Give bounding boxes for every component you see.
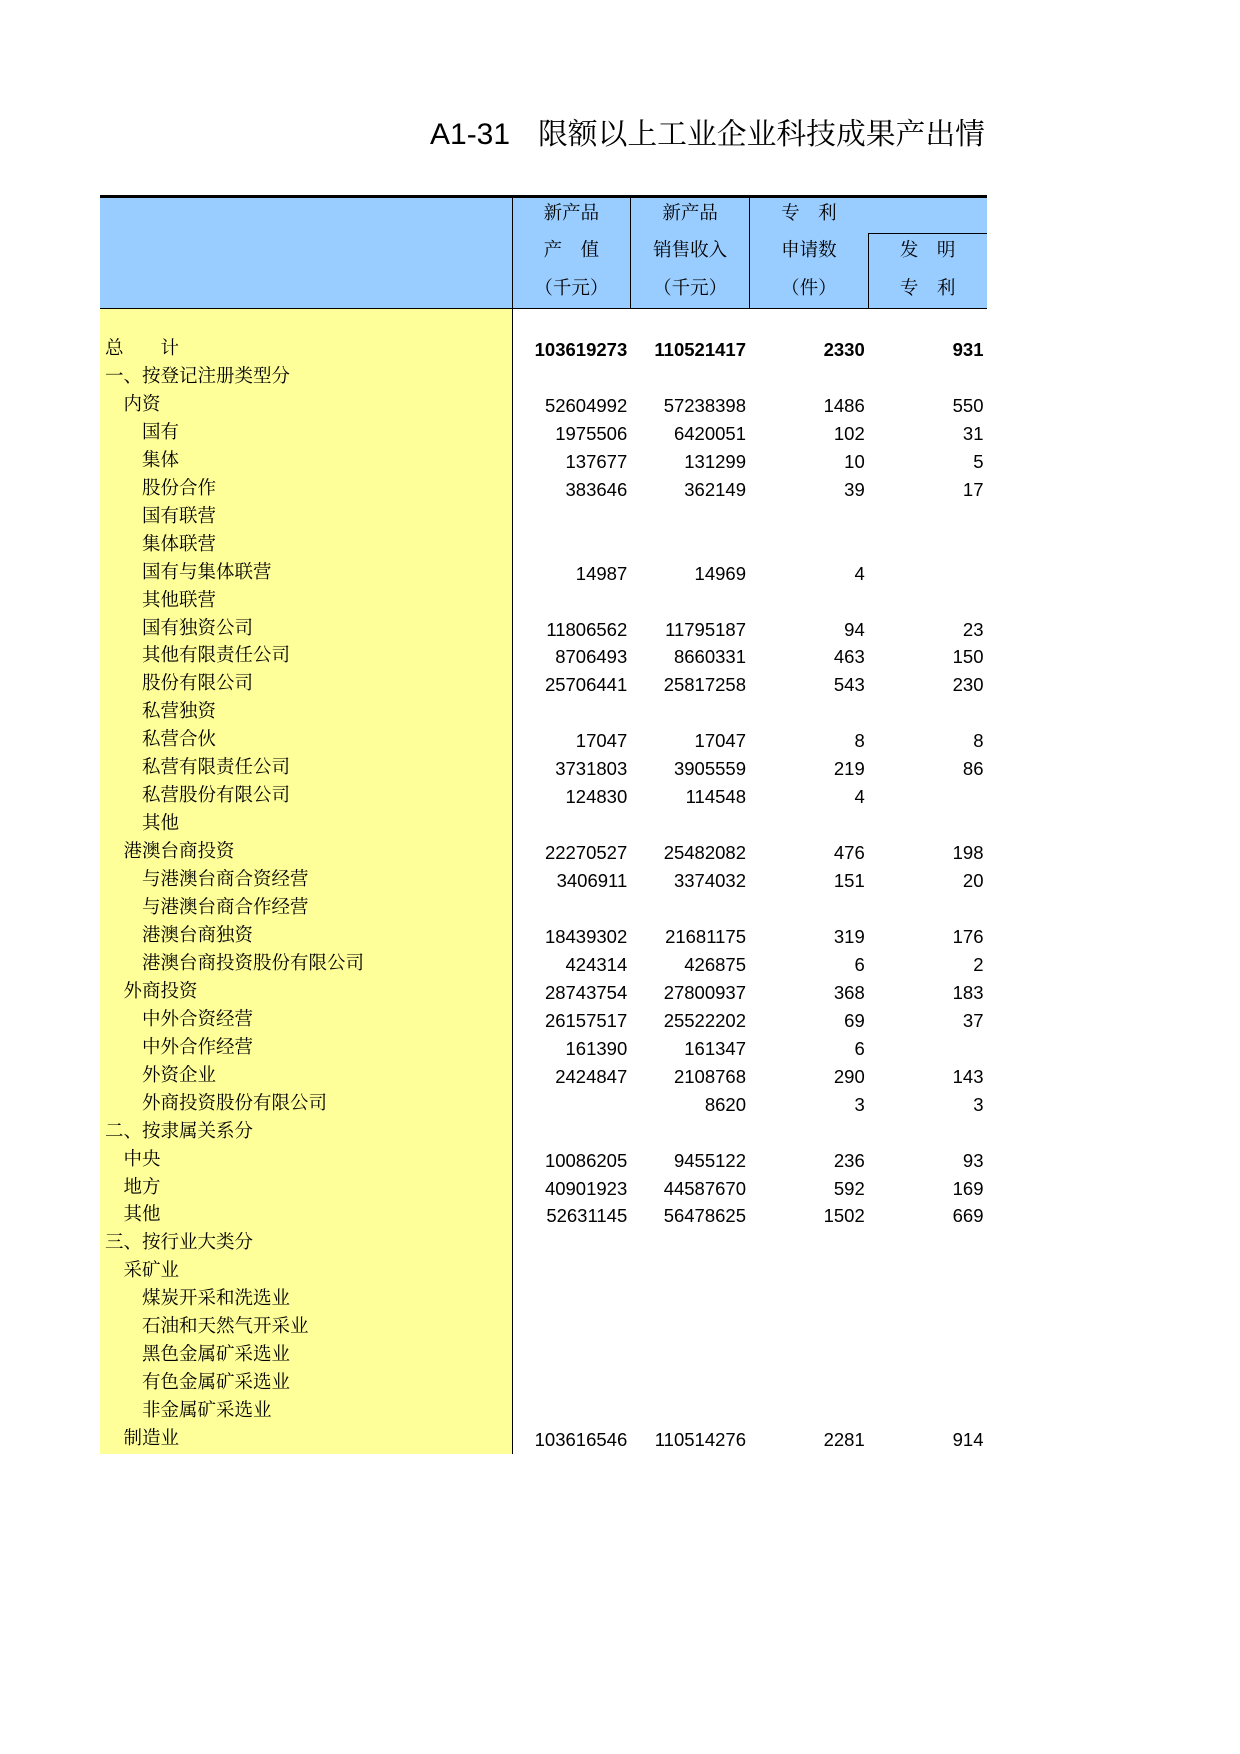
row-label: 与港澳台商合资经营 [142,870,309,891]
row-label: 港澳台商投资 [123,842,235,863]
table-body [100,196,987,1454]
row-label: 私营股份有限公司 [142,786,291,807]
cell-new-product-output: 124830 [565,786,628,808]
cell-patent-applications: 2281 [823,1429,865,1451]
cell-patent-applications: 69 [844,1009,865,1031]
table-row [100,1258,987,1286]
row-label: 黑色金属矿采选业 [142,1345,291,1366]
header-new-product-output-line1: 新产品 [543,204,600,224]
table-row [100,1063,987,1091]
cell-new-product-output: 17047 [575,730,628,752]
cell-invention-patents: 17 [962,478,984,500]
cell-patent-applications: 1486 [823,394,865,416]
cell-new-product-output: 26157517 [544,1009,628,1031]
table-row [100,1398,987,1426]
row-label: 外商投资 [123,981,198,1002]
cell-invention-patents: 150 [952,646,984,668]
row-label: 私营合伙 [142,730,217,751]
table-row [100,1370,987,1398]
cell-patent-applications: 463 [833,646,865,668]
cell-invention-patents: 931 [952,339,984,360]
cell-invention-patents: 37 [962,1009,984,1031]
cell-patent-applications: 4 [854,562,865,584]
cell-new-product-output: 22270527 [544,842,628,864]
header-column-divider [868,233,869,308]
cell-new-product-output: 8706493 [555,646,628,668]
cell-patent-applications: 102 [833,422,865,444]
cell-patent-applications: 1502 [823,1205,865,1227]
title-block [430,114,988,156]
row-label: 国有 [142,422,180,443]
cell-new-product-output: 161390 [565,1037,628,1059]
table-row [100,979,987,1007]
table-row [100,839,987,867]
cell-new-product-output: 18439302 [544,925,628,947]
row-label: 国有联营 [142,506,217,527]
cell-invention-patents: 5 [973,450,984,472]
total-row [100,336,987,364]
cell-new-product-output: 2424847 [555,1065,628,1087]
cell-new-product-output: 28743754 [544,981,628,1003]
statistics-table [100,196,987,1454]
cell-new-product-output: 25706441 [544,674,628,696]
table-row [100,1147,987,1175]
table-row [100,1202,987,1230]
header-column-divider [749,196,750,308]
header-invention-patent-line2: 专 利 [899,278,956,299]
cell-patent-applications: 151 [833,870,865,892]
cell-new-product-output: 1975506 [555,422,628,444]
cell-new-product-sales: 56478625 [663,1205,746,1227]
cell-patent-applications: 319 [833,925,865,947]
table-row [100,1175,987,1203]
cell-patent-applications: 4 [854,786,865,808]
cell-patent-applications: 6 [854,953,865,975]
cell-new-product-sales: 17047 [694,730,746,752]
table-row [100,699,987,727]
cell-invention-patents: 230 [952,674,984,696]
cell-invention-patents: 23 [962,618,984,640]
table-row [100,1426,987,1454]
header-patent-applications-unit: （件） [781,278,837,299]
page-title: 限额以上工业企业科技成果产出情 [538,118,985,151]
cell-new-product-sales: 25522202 [663,1009,746,1031]
table-row [100,951,987,979]
header-new-product-output-line2: 产 值 [543,241,600,262]
table-row [100,560,987,588]
cell-new-product-output: 40901923 [544,1177,628,1199]
table-row [100,504,987,532]
cell-patent-applications: 39 [844,478,865,500]
cell-new-product-output: 103616546 [534,1429,628,1451]
cell-patent-applications: 3 [854,1093,865,1115]
cell-new-product-sales: 9455122 [673,1149,746,1171]
cell-invention-patents: 20 [962,870,984,892]
table-row [100,867,987,895]
header-bottom-border [100,308,987,310]
cell-invention-patents: 93 [962,1149,984,1171]
table-row [100,1314,987,1342]
row-label: 二、按隶属关系分 [105,1121,254,1142]
cell-patent-applications: 94 [844,618,865,640]
table-row [100,1119,987,1147]
row-label: 外商投资股份有限公司 [142,1093,328,1114]
cell-invention-patents: 3 [973,1093,984,1115]
table-row [100,727,987,755]
cell-patent-applications: 10 [844,450,865,472]
cell-invention-patents: 198 [952,842,984,864]
cell-invention-patents: 183 [952,981,984,1003]
cell-new-product-sales: 44587670 [663,1177,746,1199]
cell-new-product-sales: 110514276 [654,1429,746,1451]
row-label: 内资 [123,394,161,415]
table-row [100,783,987,811]
table-row [100,392,987,420]
table-row [100,476,987,504]
cell-new-product-output: 11806562 [546,618,628,640]
row-label: 一、按登记注册类型分 [105,366,291,387]
cell-invention-patents: 143 [952,1065,984,1087]
cell-invention-patents: 176 [952,925,984,947]
header-subgroup-divider [868,233,987,234]
cell-invention-patents: 550 [952,394,984,416]
cell-new-product-output: 137677 [565,450,628,472]
table-top-border [100,195,987,198]
table-row [100,1091,987,1119]
cell-invention-patents: 669 [952,1205,984,1227]
table-row [100,420,987,448]
cell-new-product-sales: 8660331 [673,646,746,668]
row-label: 其他 [142,814,180,835]
cell-patent-applications: 290 [833,1065,865,1087]
cell-new-product-output: 52604992 [544,394,628,416]
row-label: 其他联营 [142,590,217,611]
header-new-product-output-unit: （千元） [534,278,609,299]
row-label: 国有与集体联营 [142,562,272,583]
cell-invention-patents: 914 [952,1429,984,1451]
header-patent-applications-line2: 申请数 [781,241,837,262]
header-new-product-sales-line1: 新产品 [662,204,718,224]
header-new-product-sales-unit: （千元） [653,278,728,299]
cell-invention-patents: 8 [973,730,984,752]
row-label: 集体 [142,450,180,471]
row-label: 外资企业 [142,1065,217,1086]
cell-new-product-sales: 27800937 [663,981,746,1003]
table-row [100,1035,987,1063]
table-row [100,923,987,951]
cell-invention-patents: 169 [952,1177,984,1199]
table-row [100,448,987,476]
row-label: 其他 [123,1205,161,1226]
cell-new-product-output: 3406911 [556,870,628,892]
cell-invention-patents: 2 [973,953,984,975]
table-row [100,1230,987,1258]
cell-new-product-output: 103619273 [534,339,628,360]
row-label: 中央 [123,1149,161,1170]
cell-patent-applications: 236 [833,1149,865,1171]
row-label: 其他有限责任公司 [142,646,291,667]
cell-new-product-sales: 3374032 [673,870,746,892]
cell-patent-applications: 592 [833,1177,865,1199]
table-row [100,532,987,560]
row-label: 私营独资 [142,702,217,723]
header-patent-line1: 专 利 [781,204,837,224]
row-label: 总 计 [105,339,180,359]
row-label: 中外合作经营 [142,1037,254,1058]
cell-new-product-sales: 131299 [684,450,746,472]
row-label: 三、按行业大类分 [105,1233,254,1254]
cell-new-product-sales: 161347 [684,1037,746,1059]
cell-new-product-sales: 8620 [704,1093,746,1115]
row-label: 股份合作 [142,478,217,499]
row-label: 集体联营 [142,534,217,555]
row-label: 地方 [123,1177,161,1198]
cell-invention-patents: 86 [962,758,984,780]
cell-new-product-sales: 57238398 [663,394,746,416]
cell-new-product-sales: 426875 [684,953,746,975]
cell-new-product-sales: 114548 [685,786,746,808]
row-label: 私营有限责任公司 [142,758,291,779]
cell-new-product-output: 424314 [565,953,628,975]
row-label: 石油和天然气开采业 [142,1317,309,1338]
label-column-border [512,196,514,1454]
header-column-divider [630,196,631,308]
cell-patent-applications: 368 [833,981,865,1003]
row-label: 港澳台商投资股份有限公司 [142,953,365,974]
cell-new-product-sales: 25482082 [663,842,746,864]
table-row [100,1342,987,1370]
table-row [100,616,987,644]
cell-invention-patents: 31 [962,422,984,444]
table-row [100,755,987,783]
table-row [100,588,987,616]
header-invention-patent-line1: 发 明 [899,241,956,262]
row-label: 有色金属矿采选业 [142,1373,291,1394]
table-row [100,671,987,699]
cell-new-product-output: 10086205 [544,1149,628,1171]
cell-new-product-output: 3731803 [555,758,628,780]
cell-new-product-output: 383646 [565,478,628,500]
table-row [100,643,987,671]
cell-patent-applications: 6 [854,1037,865,1059]
cell-new-product-sales: 3905559 [673,758,746,780]
row-label: 煤炭开采和洗选业 [142,1289,291,1310]
row-label: 采矿业 [123,1261,180,1282]
table-row [100,811,987,839]
cell-new-product-sales: 362149 [684,478,746,500]
cell-new-product-sales: 25817258 [663,674,746,696]
cell-new-product-sales: 11795187 [665,618,746,640]
cell-new-product-sales: 110521417 [654,339,746,360]
table-code: A1-31 [430,118,511,151]
cell-new-product-sales: 21681175 [665,925,746,947]
row-label: 中外合资经营 [142,1009,254,1030]
row-label: 股份有限公司 [142,674,254,695]
cell-new-product-output: 52631145 [546,1205,628,1227]
cell-new-product-output: 14987 [575,562,628,584]
table-row [100,364,987,392]
table-row [100,1007,987,1035]
header-new-product-sales-line2: 销售收入 [653,241,728,262]
row-label: 港澳台商独资 [142,925,254,946]
cell-patent-applications: 219 [833,758,865,780]
row-label: 与港澳台商合作经营 [142,898,309,918]
cell-patent-applications: 476 [833,842,865,864]
cell-new-product-sales: 14969 [694,562,746,584]
row-label: 非金属矿采选业 [142,1401,272,1422]
table-row [100,895,987,923]
cell-new-product-sales: 2108768 [673,1065,746,1087]
cell-patent-applications: 543 [833,674,865,696]
cell-new-product-sales: 6420051 [673,422,746,444]
row-label: 国有独资公司 [142,618,254,639]
cell-patent-applications: 8 [854,730,865,752]
row-label: 制造业 [123,1429,180,1450]
table-row [100,1286,987,1314]
cell-patent-applications: 2330 [823,339,865,360]
